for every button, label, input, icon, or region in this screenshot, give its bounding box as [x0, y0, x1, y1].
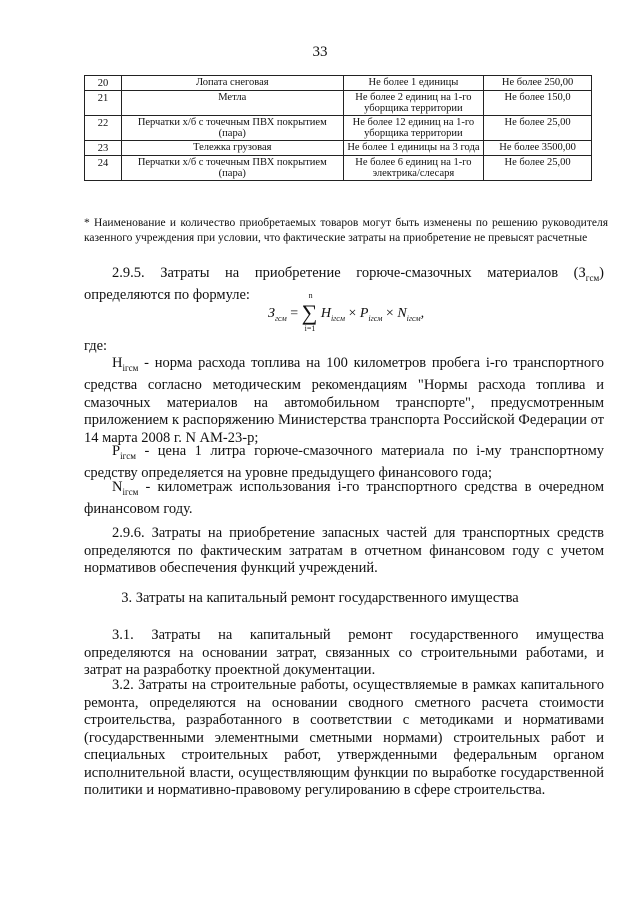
item-name: Перчатки х/б с точечным ПВХ покрытием (пара): [121, 156, 343, 181]
item-quantity: Не более 2 единиц на 1-го уборщика территории: [343, 91, 484, 116]
table-row: [85, 116, 592, 141]
section-2-9-5: [84, 265, 604, 305]
zgsm-symbol: $З_{гсм}$: [578, 265, 600, 283]
definition-n: $N_{iгсм}$ - километраж использования i-го транспортного средства в очередном финансовом году.: [84, 479, 604, 518]
items-table: [84, 75, 592, 181]
where-label: где:: [84, 338, 108, 354]
row-number: 20: [85, 76, 122, 91]
table-row: [85, 76, 592, 91]
item-quantity: Не более 1 единицы: [343, 76, 484, 91]
page-number: 33: [312, 44, 328, 60]
section-3-2: 3.2. Затраты на строительные работы, осуществляемые в рамках капитального ремонта, определяются на основании сводного сметного расчета стоимости строительства, разработанного в соответствии с методиками и нормативами (государственными элементными сметными нормами) строительных работ и специальных строительных работ, утвержденными федеральным органом исполнительной власти, осуществляющим функции по выработке государственной политики и нормативно-правовому регулированию в сфере строительства.: [84, 677, 604, 798]
item-price: Не более 250,00: [484, 76, 592, 91]
table-row: [85, 91, 592, 116]
row-number: 23: [85, 141, 122, 156]
row-number: 24: [85, 156, 122, 181]
item-quantity: Не более 6 единиц на 1-го электрика/слесаря: [343, 156, 484, 181]
row-number: 21: [85, 91, 122, 116]
section-2-9-6: 2.9.6. Затраты на приобретение запасных частей для транспортных средств определяются по фактическим затратам в отчетном финансовом году с учетом нормативов обеспечения функций учреждений.: [84, 525, 604, 576]
item-name: Тележка грузовая: [121, 141, 343, 156]
section-2-9-5-text-after: ) определяются по формуле:: [84, 265, 604, 304]
footnote: * Наименование и количество приобретаемых товаров могут быть изменены по решению руководителя казенного учреждения при условии, что фактические затраты на приобретение не превысят расчетные: [84, 217, 608, 244]
item-price: Не более 3500,00: [484, 141, 592, 156]
row-number: 22: [85, 116, 122, 141]
item-quantity: Не более 12 единиц на 1-го уборщика территории: [343, 116, 484, 141]
table-row: [85, 141, 592, 156]
fuel-cost-formula: $З_{гсм}$ = ∑ n i=1 $Н_{iгсм} \times Р_{iгсм} \times N_{iгсм}$,: [268, 291, 425, 333]
item-price: Не более 25,00: [484, 116, 592, 141]
sum-sign: ∑ n i=1: [301, 291, 318, 333]
item-name: Перчатки х/б с точечным ПВХ покрытием (пара): [121, 116, 343, 141]
definition-h: $Н_{iгсм}$ - норма расхода топлива на 100 километров пробега i-го транспортного средства согласно методическим рекомендациям "Нормы расхода топлива и смазочных материалов на автомобильном транспорте", предусмотренным приложением к распоряжению Министерства транспорта Российской Федерации от 14 марта 2008 г. N АМ-23-р;: [84, 355, 604, 446]
section-2-9-5-text-before: 2.9.5. Затраты на приобретение горюче-смазочных материалов (: [112, 265, 579, 281]
item-quantity: Не более 1 единицы на 3 года: [343, 141, 484, 156]
item-price: Не более 25,00: [484, 156, 592, 181]
section-3-1: 3.1. Затраты на капитальный ремонт государственного имущества определяются на основании затрат, связанных со строительными работами, и затрат на разработку проектной документации.: [84, 627, 604, 678]
item-price: Не более 150,0: [484, 91, 592, 116]
table-row: [85, 156, 592, 181]
item-name: Лопата снеговая: [121, 76, 343, 91]
section-3-heading: 3. Затраты на капитальный ремонт государственного имущества: [121, 590, 519, 606]
item-name: Метла: [121, 91, 343, 116]
definition-p: $Р_{iгсм}$ - цена 1 литра горюче-смазочного материала по i-му транспортному средству определяется на уровне предыдущего финансового года;: [84, 443, 604, 482]
